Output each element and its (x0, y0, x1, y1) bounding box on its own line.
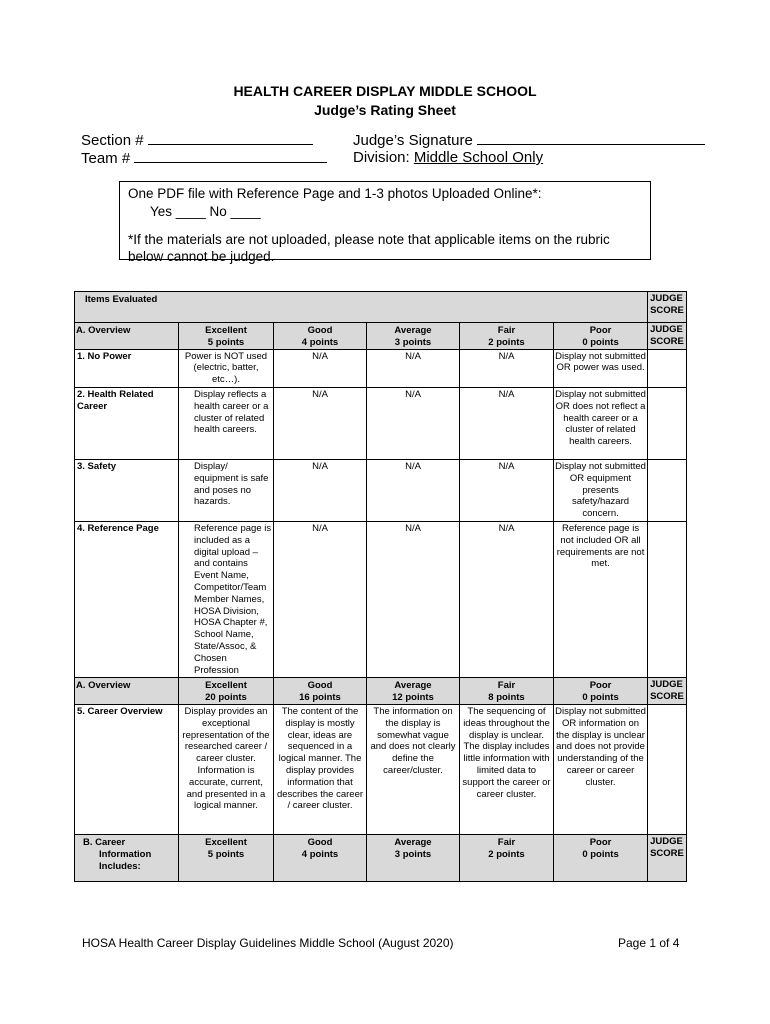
team-blank-line[interactable] (134, 149, 327, 163)
section-a-name: A. Overview (75, 323, 179, 350)
judge-score-heading: JUDGE SCORE (648, 292, 687, 323)
fair-desc: N/A (460, 387, 554, 459)
level-excellent: Excellent 20 points (179, 678, 274, 705)
level-fair: Fair 2 points (460, 834, 554, 881)
judge-score-heading: JUDGE SCORE (648, 834, 687, 881)
footer-document-name: HOSA Health Career Display Guidelines Middle School (August 2020) (82, 936, 454, 950)
criterion-label: 2. Health Related Career (75, 387, 179, 459)
rubric-table (74, 291, 687, 882)
poor-desc: Reference page is not included OR all requirements are not met. (554, 521, 648, 677)
level-poor: Poor 0 points (554, 323, 648, 350)
team-label: Team # (81, 150, 131, 167)
section-b-level-row (75, 834, 687, 881)
level-poor: Poor 0 points (554, 834, 648, 881)
level-excellent: Excellent 5 points (179, 834, 274, 881)
upload-yes-no[interactable]: Yes ____ No ____ (150, 204, 261, 219)
good-desc: N/A (274, 387, 367, 459)
signature-label: Judge’s Signature (353, 132, 473, 149)
criterion-label: 4. Reference Page (75, 521, 179, 677)
signature-blank-line[interactable] (477, 131, 705, 145)
upload-note-disclaimer: *If the materials are not uploaded, please note that applicable items on the rubric below cannot be judged. (128, 232, 610, 264)
judge-score-cell[interactable] (648, 704, 687, 834)
level-fair: Fair 8 points (460, 678, 554, 705)
fair-desc: The sequencing of ideas throughout the display is unclear. The display includes little information with limited data to support the career or career cluster. (460, 704, 554, 834)
document-subtitle: Judge’s Rating Sheet (314, 102, 456, 118)
section-number-field (81, 131, 313, 149)
judge-signature-field (353, 131, 705, 149)
division-value: Middle School Only (413, 149, 544, 166)
level-good: Good 4 points (274, 834, 367, 881)
document-title: HEALTH CAREER DISPLAY MIDDLE SCHOOL (233, 83, 537, 99)
table-row (75, 387, 687, 459)
judge-score-cell[interactable] (648, 459, 687, 521)
average-desc: N/A (367, 349, 460, 387)
level-good: Good 16 points (274, 678, 367, 705)
level-good: Good 4 points (274, 323, 367, 350)
excellent-desc: Display/ equipment is safe and poses no hazards. (179, 459, 274, 521)
poor-desc: Display not submitted OR power was used. (554, 349, 648, 387)
level-average: Average 3 points (367, 834, 460, 881)
level-excellent: Excellent 5 points (179, 323, 274, 350)
table-row (75, 459, 687, 521)
poor-desc: Display not submitted OR does not reflect a health career or a cluster of related health careers. (554, 387, 648, 459)
average-desc: N/A (367, 521, 460, 677)
criterion-label: 5. Career Overview (75, 704, 179, 834)
level-average: Average 3 points (367, 323, 460, 350)
items-evaluated-header-row (75, 292, 687, 323)
poor-desc: Display not submitted OR equipment presents safety/hazard concern. (554, 459, 648, 521)
section-a2-level-row (75, 678, 687, 705)
judge-score-heading: JUDGE SCORE (648, 678, 687, 705)
good-desc: N/A (274, 349, 367, 387)
criterion-label: 3. Safety (75, 459, 179, 521)
footer-page-number: Page 1 of 4 (618, 936, 680, 950)
judge-score-cell[interactable] (648, 387, 687, 459)
excellent-desc: Power is NOT used (electric, batter, etc…). (179, 349, 274, 387)
section-a-level-row (75, 323, 687, 350)
fair-desc: N/A (460, 349, 554, 387)
fair-desc: N/A (460, 521, 554, 677)
criterion-label: 1. No Power (75, 349, 179, 387)
table-row (75, 349, 687, 387)
excellent-desc: Reference page is included as a digital upload – and contains Event Name, Competitor/Team Member Names, HOSA Division, HOSA Chapter #, School Name, State/Assoc, & Chosen Profession (179, 521, 274, 677)
upload-note-box (119, 181, 651, 264)
section-b-name: B. Career Information Includes: (75, 834, 179, 881)
table-row (75, 704, 687, 834)
division-label: Division: (353, 149, 410, 166)
division-field (353, 149, 543, 166)
average-desc: N/A (367, 387, 460, 459)
level-fair: Fair 2 points (460, 323, 554, 350)
items-evaluated-heading: Items Evaluated (75, 292, 648, 323)
excellent-desc: Display reflects a health career or a cluster of related health careers. (179, 387, 274, 459)
section-label: Section # (81, 132, 144, 149)
team-number-field (81, 149, 327, 167)
average-desc: The information on the display is somewhat vague and does not clearly define the career/cluster. (367, 704, 460, 834)
judge-score-cell[interactable] (648, 521, 687, 677)
section-a2-name: A. Overview (75, 678, 179, 705)
average-desc: N/A (367, 459, 460, 521)
judge-score-cell[interactable] (648, 349, 687, 387)
level-poor: Poor 0 points (554, 678, 648, 705)
good-desc: N/A (274, 521, 367, 677)
poor-desc: Display not submitted OR information on the display is unclear and does not provide understanding of the career or career cluster. (554, 704, 648, 834)
upload-note-line1: One PDF file with Reference Page and 1-3 photos Uploaded Online*: (128, 186, 542, 201)
judge-score-heading: JUDGE SCORE (648, 323, 687, 350)
table-row (75, 521, 687, 677)
excellent-desc: Display provides an exceptional representation of the researched career / career cluster. Information is accurate, current, and presented in a logical manner. (179, 704, 274, 834)
section-blank-line[interactable] (148, 131, 313, 145)
fair-desc: N/A (460, 459, 554, 521)
good-desc: N/A (274, 459, 367, 521)
level-average: Average 12 points (367, 678, 460, 705)
good-desc: The content of the display is mostly clear, ideas are sequenced in a logical manner. The display provides information that describes the career / career cluster. (274, 704, 367, 834)
